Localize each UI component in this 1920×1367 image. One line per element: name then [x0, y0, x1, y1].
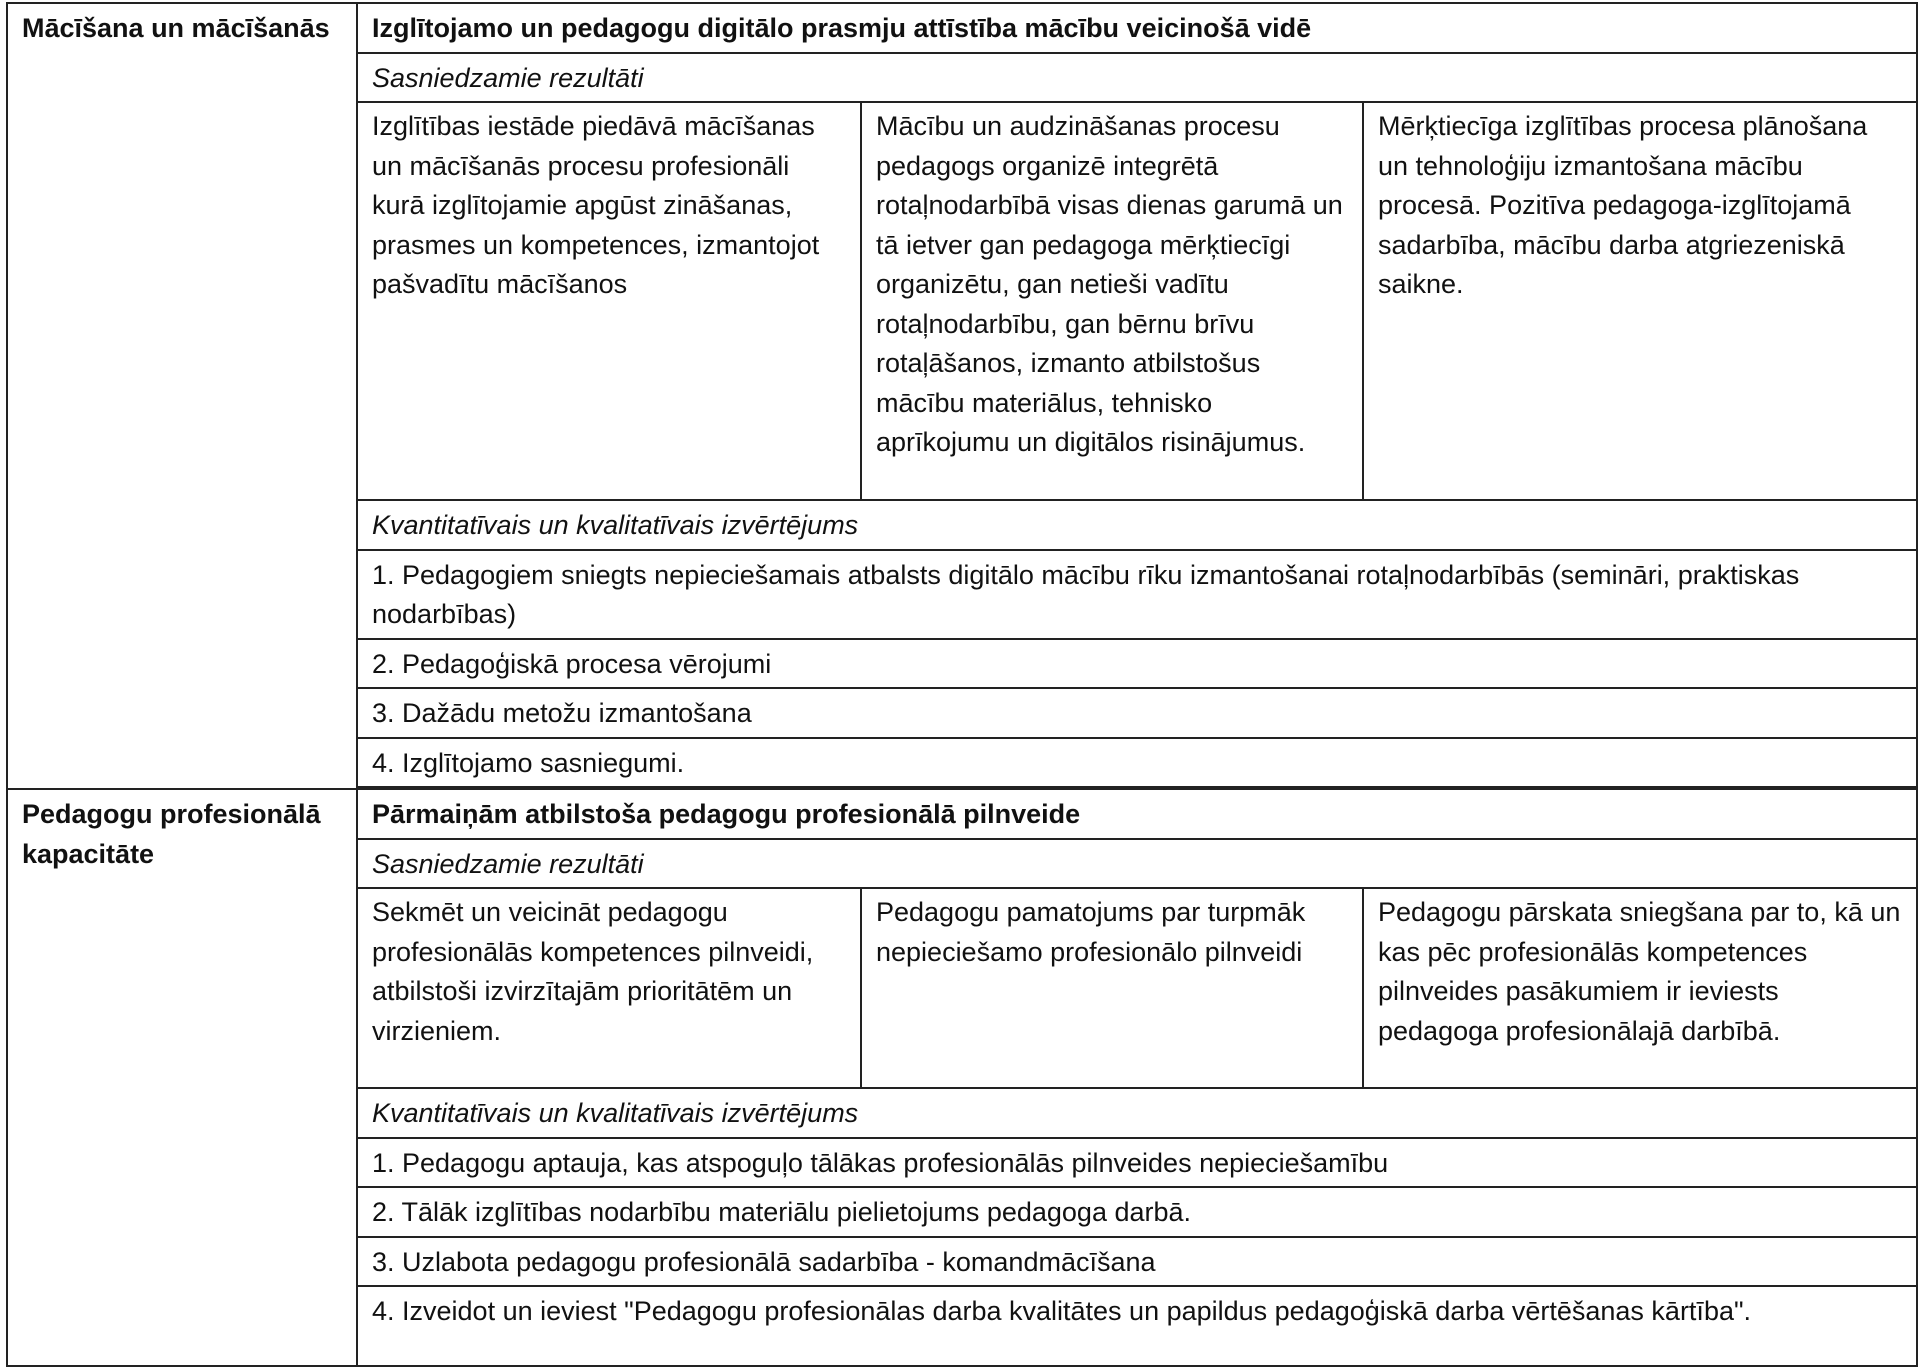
result-cell: Pedagogu pārskata sniegšana par to, kā un kas pēc profesionālās kompetences pilnveides pasākumiem ir ieviests pedagoga profesionālajā darbībā. [1363, 888, 1917, 1088]
result-cell: Izglītības iestāde piedāvā mācīšanas un mācīšanās procesu profesionāli kurā izglītojamie apgūst zināšanas, prasmes un kompetences, izmantojot pašvadītu mācīšanos [357, 102, 861, 500]
evaluation-item: 3. Dažādu metožu izmantošana [357, 688, 1917, 738]
area-cell: Pedagogu profesionālā kapacitāte [7, 789, 357, 1366]
evaluation-item: 4. Izveidot un ieviest "Pedagogu profesionālas darba kvalitātes un papildus pedagoģiskā darba vērtēšanas kārtība". [357, 1286, 1917, 1366]
result-cell: Sekmēt un veicināt pedagogu profesionālās kompetences pilnveidi, atbilstoši izvirzītajām prioritātēm un virzieniem. [357, 888, 861, 1088]
result-cell: Mācību un audzināšanas procesu pedagogs organizē integrētā rotaļnodarbībā visas dienas garumā un tā ietver gan pedagoga mērķtiecīgi organizētu, gan netieši vadītu rotaļnodarbību, gan bērnu brīvu rotaļāšanos, izmanto atbilstošus mācību materiālus, tehnisko aprīkojumu un digitālos risinājumus. [861, 102, 1363, 500]
result-cell: Pedagogu pamatojums par turpmāk nepieciešamo profesionālo pilnveidi [861, 888, 1363, 1088]
results-label: Sasniedzamie rezultāti [357, 839, 1917, 889]
evaluation-item: 1. Pedagogu aptauja, kas atspoguļo tālākas profesionālās pilnveides nepieciešamību [357, 1138, 1917, 1188]
results-label: Sasniedzamie rezultāti [357, 53, 1917, 103]
table-row [7, 3, 1917, 53]
result-cell: Mērķtiecīga izglītības procesa plānošana un tehnoloģiju izmantošana mācību procesā. Pozitīva pedagoga-izglītojamā sadarbība, mācību darba atgriezeniskā saikne. [1363, 102, 1917, 500]
evaluation-item: 4. Izglītojamo sasniegumi. [357, 738, 1917, 788]
development-plan-table [6, 2, 1918, 1367]
evaluation-item: 2. Tālāk izglītības nodarbību materiālu pielietojums pedagoga darbā. [357, 1187, 1917, 1237]
evaluation-label: Kvantitatīvais un kvalitatīvais izvērtējums [357, 500, 1917, 550]
evaluation-item: 1. Pedagogiem sniegts nepieciešamais atbalsts digitālo mācību rīku izmantošanai rotaļnodarbībās (semināri, praktiskas nodarbības) [357, 550, 1917, 639]
evaluation-item: 3. Uzlabota pedagogu profesionālā sadarbība - komandmācīšana [357, 1237, 1917, 1287]
area-cell: Mācīšana un mācīšanās [7, 3, 357, 789]
table-row [7, 789, 1917, 839]
evaluation-item: 2. Pedagoģiskā procesa vērojumi [357, 639, 1917, 689]
priority-heading: Pārmaiņām atbilstoša pedagogu profesionālā pilnveide [357, 789, 1917, 839]
priority-heading: Izglītojamo un pedagogu digitālo prasmju attīstība mācību veicinošā vidē [357, 3, 1917, 53]
evaluation-label: Kvantitatīvais un kvalitatīvais izvērtējums [357, 1088, 1917, 1138]
